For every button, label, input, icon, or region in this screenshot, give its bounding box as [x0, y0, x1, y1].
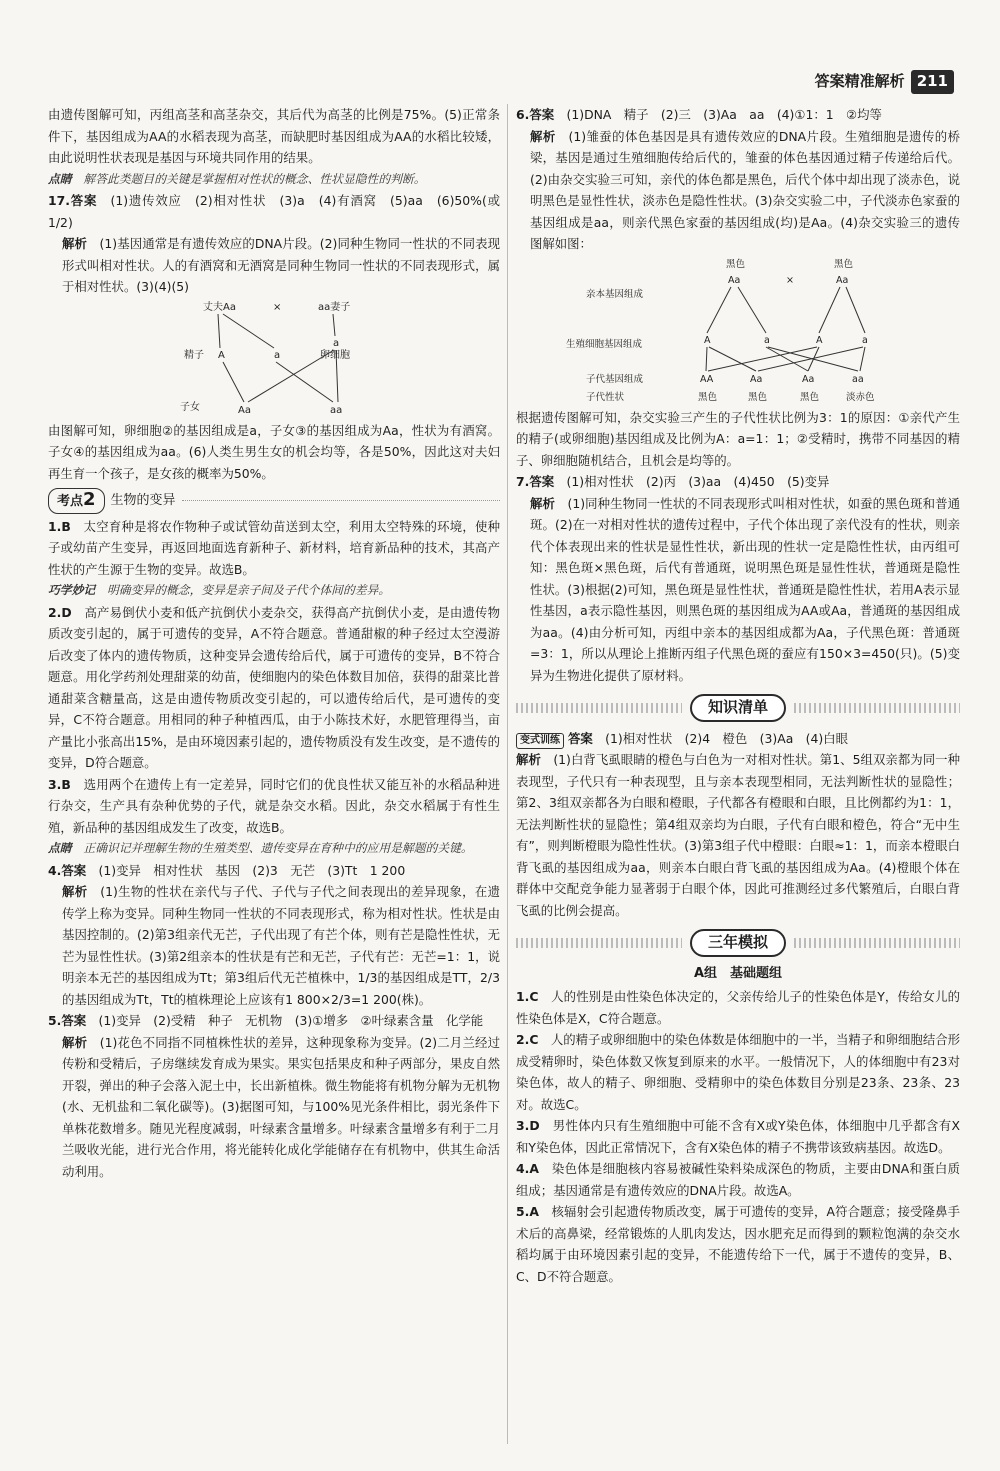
- d2-gamete-4: a: [862, 334, 868, 346]
- q7-answer: 7.答案 (1)相对性状 (2)丙 (3)aa (4)450 (5)变异: [516, 474, 830, 489]
- d2-row-parent: 亲本基因组成: [586, 288, 644, 300]
- left-column: [48, 104, 500, 1182]
- d2-trait-4: 淡赤色: [846, 391, 875, 403]
- d2-parent-1: Aa: [728, 274, 741, 286]
- a2: 2.C 人的精子或卵细胞中的染色体数是体细胞中的一半，当精子和卵细胞结合形成受精卵时，染色体数又恢复到原来的水平。一般情况下，人的体细胞中有23对染色体，故人的精子、卵细胞、受精卵中的染色体数目分别是23条、23条、23对。故选C。: [516, 1032, 961, 1112]
- banner-knowledge-list: [516, 694, 960, 722]
- banner-knowledge-title: 知识清单: [690, 694, 786, 722]
- d2-gamete-3: A: [816, 334, 823, 346]
- a4: 4.A 染色体是细胞核内容易被碱性染料染成深色的物质，主要由DNA和蛋白质组成；基因通常是有遗传效应的DNA片段。故选A。: [516, 1161, 960, 1198]
- q1: 1.B 太空育种是将农作物种子或试管幼苗送到太空，利用太空特殊的环境，使种子或幼苗产生变异，再返回地面选育新种子、新材料，培育新品种的技术，其高产性状的产生源于生物的变异。故选B。: [48, 518, 501, 577]
- q6-analysis: 解析 (1)雏蚕的体色基因是具有遗传效应的DNA片段。生殖细胞是遗传的桥梁，基因是通过生殖细胞传给后代的，雏蚕的体色基因通过精子传递给后代。(2)由杂交实验三可知，亲代的体色都是黑色，后代个体中却出现了淡赤色，说明黑色是显性性状，淡赤色是隐性性状。(3)杂交实验二中，子代淡赤色家蚕的基因组成是aa，则亲代黑色家蚕的基因组成(均)是Aa。(4)杂交实验三的遗传图解如图：: [530, 128, 961, 251]
- variant-badge: 变式训练: [516, 733, 564, 749]
- d1-gamete-a1: a: [274, 349, 281, 361]
- right-column: [516, 104, 960, 1287]
- group-heading: A组 基础题组: [693, 965, 783, 981]
- d1-cross: ×: [273, 301, 282, 313]
- q3-tip: 点睛 正确识记并理解生物的生殖类型、遗传变异在育种中的应用是解题的关键。: [48, 841, 473, 855]
- d2-cross: ×: [786, 274, 794, 286]
- d2-child-1: AA: [700, 373, 714, 385]
- q5-analysis: 解析 (1)花色不同指不同植株性状的差异，这种现象称为变异。(2)二月兰经过传粉和受精后，子房继续发育成为果实。果实包括果皮和种子两部分，果皮自然开裂，弹出的种子会落入泥土中，长出新植株。微生物能将有机物分解为无机物(水、无机盐和二氧化碳等)。(3)据图可知，与100%见光条件相比，弱光条件下单株花数增多。随见光程度减弱，叶绿素含量增多。叶绿素含量增多有利于二月兰吸收光能，进行光合作用，将光能转化成化学能储存在有机物中，供其生命活动利用。: [62, 1034, 501, 1179]
- d2-gamete-1: A: [704, 334, 711, 346]
- d2-child-2: Aa: [750, 373, 763, 385]
- q17-analysis: 解析 (1)基因通常是有遗传效应的DNA片段。(2)同种生物同一性状的不同表现形式叫相对性状。人的有酒窝和无酒窝是同种生物同一性状的不同表现形式，属于相对性状。(3)(4)(5): [62, 236, 501, 294]
- a3: 3.D 男性体内只有生殖细胞中可能不含有X或Y染色体，体细胞中几乎都含有X和Y染色体，因此正常情况下，含有X染色体的精子不携带该致病基因。故选D。: [516, 1118, 961, 1155]
- d2-gamete-2: a: [764, 334, 770, 346]
- variant-answer: 变式训练 答案 (1)相对性状 (2)4 橙色 (3)Aa (4)白眼: [516, 728, 960, 750]
- d2-row-gamete: 生殖细胞基因组成: [566, 338, 643, 350]
- banner-three-year: [516, 929, 960, 957]
- banner-three-year-title: 三年模拟: [690, 929, 786, 957]
- q7-analysis: 解析 (1)同种生物同一性状的不同表现形式叫相对性状，如蚕的黑色斑和普通斑。(2)在一对相对性状的遗传过程中，子代个体出现了亲代没有的性状，则亲代个体表现出来的性状是显性性状，新出现的性状一定是隐性性状，由丙组可知：黑色斑×黑色斑，后代有普通斑，说明黑色斑是显性性状，普通斑是隐性性状。(3)根据(2)可知，黑色斑是显性性状，普通斑是隐性性状，若用A表示显性基因，a表示隐性基因，则黑色斑的基因组成为AA或Aa，普通斑的基因组成为aa。(4)由分析可知，丙组中亲本的基因组成都为Aa，子代黑色斑：普通斑=3：1，所以从理论上推断丙组子代黑色斑的蚕应有150×3=450(只)。(5)变异为生物进化提供了原材料。: [530, 495, 960, 683]
- header-title: 答案精准解析: [814, 72, 905, 90]
- tip-1: 点睛 解答此类题目的关键是掌握相对性状的概念、性状显隐性的判断。: [48, 171, 426, 186]
- page-header: [815, 70, 954, 94]
- q1-tip: 巧学妙记 明确变异的概念，变异是亲子间及子代个体间的差异。: [48, 583, 391, 597]
- d1-gamete-A: A: [218, 349, 225, 361]
- d2-child-4: aa: [852, 373, 864, 385]
- d2-trait-3: 黑色: [800, 391, 820, 403]
- variant-analysis: 解析 (1)白背飞虱眼睛的橙色与白色为一对相对性状。第1、5组双亲都为同一种表现型，子代只有一种表现型，且与亲本表现型相同，无法判断性状的显隐性；第2、3组双亲都各为白眼和橙眼，子代都各有橙眼和白眼，且比例都约为1：1，无法判断性状的显隐性；第4组双亲均为白眼，子代有白眼和橙色，符合“无中生有”，则判断橙眼为隐性性状。(3)第3组子代中橙眼：白眼≈1：1，而亲本橙眼白背飞虱的基因组成为aa，则亲本白眼白背飞虱的基因组成为Aa。(4)橙眼个体在群体中交配竞争能力显著弱于白眼个体，因此可推测经过多代繁殖后，白眼白背飞虱的比例会提高。: [516, 752, 961, 918]
- d2-trait-1: 黑色: [698, 391, 718, 403]
- d2-row-trait: 子代性状: [586, 391, 625, 403]
- genetic-diagram-2: [516, 255, 960, 407]
- section-badge: 考点2: [48, 488, 105, 514]
- d1-father: 丈夫Aa: [203, 301, 236, 313]
- d1-child-label: 子女: [180, 401, 200, 413]
- a5: 5.A 核辐射会引起遗传物质改变，属于可遗传的变异，A符合题意；接受隆鼻手术后的高鼻梁，经常锻炼的人肌肉发达，因水肥充足而得到的颗粒饱满的杂交水稻均属于由环境因素引起的变异，不能遗传给下一代，属于不遗传的变异，B、C、D不符合题意。: [516, 1204, 960, 1284]
- q6-tail: 根据遗传图解可知，杂交实验三产生的子代性状比例为3：1的原因：①亲代产生的精子(或卵细胞)基因组成及比例为A：a=1：1；②受精时，携带不同基因的精子、卵细胞随机结合，且机会是均等的。: [516, 409, 960, 468]
- d1-egg-label: 卵细胞: [320, 349, 350, 361]
- q4-answer: 4.答案 (1)变异 相对性状 基因 (2)3 无芒 (3)Tt 1 200: [48, 862, 406, 878]
- continued-paragraph: 由遗传图解可知，丙组高茎和高茎杂交，其后代为高茎的比例是75%。(5)正常条件下，基因组成为AA的水稻表现为高茎，而缺肥时基因组成为AA的水稻比较矮，由此说明性状表现是基因与环境共同作用的结果。: [48, 107, 500, 165]
- d1-gamete-a2: a: [333, 337, 340, 349]
- q17-tail: 由图解可知，卵细胞②的基因组成是a，子女③的基因组成为Aa，性状为有酒窝。子女④的基因组成为aa。(6)人类生男生女的机会均等，各是50%，因此这对夫妇再生育一个孩子，是女孩的概率为50%。: [48, 422, 500, 481]
- d1-child-aa: aa: [330, 404, 343, 416]
- genetic-diagram-1: [48, 298, 500, 420]
- d1-mother: aa妻子: [318, 301, 351, 313]
- column-divider: [507, 104, 508, 1444]
- q3: 3.B 选用两个在遗传上有一定差异，同时它们的优良性状又能互补的水稻品种进行杂交，生产具有杂种优势的子代，就是杂交水稻。因此，杂交水稻属于有性生殖，新品种的基因组成发生了改变，故选B。: [48, 776, 501, 835]
- d2-child-3: Aa: [802, 373, 815, 385]
- section-title: 生物的变异: [110, 493, 176, 508]
- d2-black-2: 黑色: [834, 258, 854, 270]
- d2-parent-2: Aa: [836, 274, 849, 286]
- page-number: 211: [911, 70, 954, 94]
- d1-child-Aa: Aa: [238, 404, 251, 416]
- q2: 2.D 高产易倒伏小麦和低产抗倒伏小麦杂交，获得高产抗倒伏小麦，是由遗传物质改变引起的，属于可遗传的变异，A不符合题意。普通甜椒的种子经过太空漫游后改变了体内的遗传物质，这种变异会遗传给后代，属于可遗传的变异，B不符合题意。用化学药剂处理甜菜的幼苗，使细胞内的染色体数目加倍，获得的甜菜比普通甜菜含糖量高，这是由遗传物质改变引起的，可以遗传给后代，是可遗传的变异，C不符合题意。用相同的种子种植西瓜，由于小陈技术好，水肥管理得当，亩产量比小张高出15%，是由环境因素引起的，遗传物质没有发生改变，是不遗传的变异，D符合题意。: [48, 604, 501, 770]
- a1: 1.C 人的性别是由性染色体决定的，父亲传给儿子的性染色体是Y，传给女儿的性染色体是X，C符合题意。: [516, 989, 961, 1026]
- section-heading: [48, 488, 500, 514]
- q4-analysis: 解析 (1)生物的性状在亲代与子代、子代与子代之间表现出的差异现象，在遗传学上称为变异。同种生物同一性状的不同表现形式，称为相对性状。性状是由基因控制的。(2)第3组亲代无芒，子代出现了有芒个体，则有芒是隐性性状，无芒为显性性状。(3)第2组亲本的性状是有芒和无芒，子代有芒：无芒=1：1，说明亲本无芒的基因组成为Tt；第3组后代无芒植株中，1/3的基因组成是TT，2/3的基因组成为Tt，Tt的植株理论上应该有1 800×2/3=1 200(株)。: [62, 884, 501, 1007]
- d2-trait-2: 黑色: [748, 391, 768, 403]
- q5-answer: 5.答案 (1)变异 (2)受精 种子 无机物 (3)①增多 ②叶绿素含量 化学能: [48, 1013, 484, 1028]
- d2-row-child: 子代基因组成: [586, 373, 644, 385]
- q17-answer: 17.答案 (1)遗传效应 (2)相对性状 (3)a (4)有酒窝 (5)aa (6)50%(或1/2): [48, 193, 501, 230]
- d1-sperm-label: 精子: [184, 349, 204, 361]
- d2-black-1: 黑色: [726, 258, 746, 270]
- q6-answer: 6.答案 (1)DNA 精子 (2)三 (3)Aa aa (4)①1：1 ②均等: [516, 107, 882, 122]
